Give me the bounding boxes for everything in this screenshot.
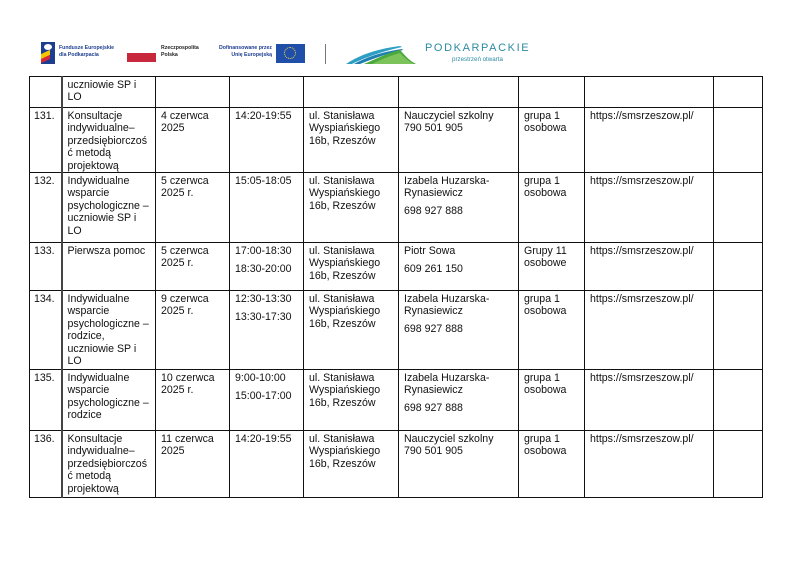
cell-website (585, 77, 714, 108)
cell-person (399, 370, 519, 431)
cell-place (304, 370, 399, 431)
cell-group (519, 77, 585, 108)
eu-line1: Dofinansowane przez (218, 45, 272, 51)
cell-date (156, 370, 230, 431)
header-logos (0, 0, 800, 72)
phone-number: 609 261 150 (404, 263, 463, 276)
cell-group (519, 173, 585, 243)
row-number: 131. (34, 110, 55, 122)
phone-number: 790 501 905 (404, 122, 463, 135)
website-link: https://smsrzeszow.pl/ (590, 372, 694, 385)
topic-text: Indywidualne wsparcie psychologiczne – rodzice (67, 372, 149, 422)
cell-extra (714, 77, 763, 108)
table-row (30, 431, 763, 498)
time-range: 17:00-18:30 (235, 245, 292, 258)
cell-group (519, 291, 585, 370)
cell-time (230, 370, 304, 431)
eu-flag-icon (276, 44, 305, 63)
cell-website (585, 173, 714, 243)
cell-extra (714, 243, 763, 291)
cell-person (399, 431, 519, 498)
cell-number (30, 431, 62, 498)
topic-text: Konsultacje indywidualne–przedsiębiorczoś ć metodą projektową (67, 433, 147, 495)
website-link: https://smsrzeszow.pl/ (590, 293, 694, 306)
topic-text: uczniowie SP i LO (67, 79, 137, 104)
time-range: 18:30-20:00 (235, 263, 292, 276)
cell-group (519, 243, 585, 291)
fe-star-icon (44, 44, 52, 50)
topic-text: Indywidualne wsparcie psychologiczne – uczniowie SP i LO (67, 175, 149, 237)
cell-group (519, 370, 585, 431)
cell-place (304, 291, 399, 370)
fundusze-europejskie-logo-text (59, 45, 114, 58)
time-range: 15:00-17:00 (235, 390, 292, 403)
date-text: 9 czerwca 2025 r. (161, 293, 209, 318)
cell-time (230, 77, 304, 108)
person-name: Izabela Huzarska-Rynasiewicz (404, 175, 490, 200)
phone-number: 698 927 888 (404, 322, 463, 335)
time-range: 14:20-19:55 (235, 433, 292, 446)
schedule-table (29, 76, 763, 498)
cell-number (30, 173, 62, 243)
person-name: Izabela Huzarska-Rynasiewicz (404, 372, 490, 397)
cell-number (30, 291, 62, 370)
rp-line1: Rzeczpospolita (161, 45, 199, 51)
place-text: ul. Stanisława Wyspiańskiego 16b, Rzeszów (309, 293, 381, 330)
date-text: 10 czerwca 2025 r. (161, 372, 215, 397)
cell-place (304, 431, 399, 498)
cell-website (585, 243, 714, 291)
person-name: Izabela Huzarska-Rynasiewicz (404, 293, 490, 318)
group-text: grupa 1 osobowa (524, 110, 567, 135)
group-text: grupa 1 osobowa (524, 175, 567, 200)
cell-person (399, 77, 519, 108)
table-row (30, 243, 763, 291)
cell-topic (62, 173, 156, 243)
polish-flag-icon (127, 53, 156, 62)
cell-number (30, 243, 62, 291)
logo-separator (325, 44, 326, 64)
website-link: https://smsrzeszow.pl/ (590, 175, 694, 188)
phone-number: 790 501 905 (404, 445, 463, 458)
fundusze-europejskie-logo-icon (41, 42, 55, 64)
podkarpackie-subtitle: przestrzeń otwarta (452, 56, 503, 63)
cell-time (230, 173, 304, 243)
place-text: ul. Stanisława Wyspiańskiego 16b, Rzeszów (309, 433, 381, 470)
cell-website (585, 108, 714, 173)
cell-place (304, 77, 399, 108)
cell-group (519, 431, 585, 498)
cell-website (585, 291, 714, 370)
time-range: 13:30-17:30 (235, 311, 292, 324)
phone-number: 698 927 888 (404, 204, 463, 217)
cell-extra (714, 431, 763, 498)
cell-number (30, 108, 62, 173)
topic-text: Pierwsza pomoc (67, 245, 146, 258)
date-text: 4 czerwca 2025 (161, 110, 209, 135)
person-name: Nauczyciel szkolny (404, 433, 494, 446)
cell-group (519, 108, 585, 173)
person-name: Nauczyciel szkolny (404, 110, 494, 122)
group-text: grupa 1 osobowa (524, 372, 567, 397)
podkarpackie-title: PODKARPACKIE (425, 42, 531, 54)
row-number: 132. (34, 175, 55, 188)
phone-number: 698 927 888 (404, 401, 463, 414)
cell-date (156, 243, 230, 291)
eu-funding-logo-text (218, 45, 272, 58)
row-number: 134. (34, 293, 55, 306)
cell-person (399, 243, 519, 291)
group-text: grupa 1 osobowa (524, 433, 567, 458)
cell-date (156, 108, 230, 173)
cell-website (585, 370, 714, 431)
table-row (30, 108, 763, 173)
cell-person (399, 291, 519, 370)
place-text: ul. Stanisława Wyspiańskiego 16b, Rzeszów (309, 372, 381, 409)
time-range: 12:30-13:30 (235, 293, 292, 306)
cell-topic (62, 77, 156, 108)
cell-time (230, 431, 304, 498)
row-number: 133. (34, 245, 55, 258)
row-number: 135. (34, 372, 55, 385)
website-link: https://smsrzeszow.pl/ (590, 433, 694, 446)
cell-topic (62, 108, 156, 173)
eu-stars-icon (284, 47, 296, 59)
cell-extra (714, 291, 763, 370)
cell-person (399, 173, 519, 243)
website-link: https://smsrzeszow.pl/ (590, 245, 694, 258)
table-row (30, 291, 763, 370)
fe-line1: Fundusze Europejskie (59, 45, 115, 51)
table-row (30, 77, 763, 108)
rp-line2: Polska (161, 51, 178, 58)
rzeczpospolita-logo-text (161, 45, 199, 58)
time-range: 9:00-10:00 (235, 372, 286, 385)
person-name: Piotr Sowa (404, 245, 456, 258)
topic-text: Indywidualne wsparcie psychologiczne – rodzice, uczniowie SP i LO (67, 293, 149, 368)
topic-text: Konsultacje indywidualne–przedsiębiorczoś ć metodą projektową (67, 110, 147, 172)
date-text: 5 czerwca 2025 r. (161, 245, 209, 270)
cell-time (230, 108, 304, 173)
cell-date (156, 77, 230, 108)
group-text: grupa 1 osobowa (524, 293, 567, 318)
date-text: 11 czerwca 2025 (161, 433, 214, 458)
cell-date (156, 431, 230, 498)
cell-place (304, 243, 399, 291)
website-link: https://smsrzeszow.pl/ (590, 110, 694, 122)
fe-line2: dla Podkarpacia (59, 51, 99, 58)
place-text: ul. Stanisława Wyspiańskiego 16b, Rzeszów (309, 110, 381, 147)
time-range: 14:20-19:55 (235, 110, 292, 122)
cell-extra (714, 173, 763, 243)
cell-date (156, 291, 230, 370)
cell-extra (714, 108, 763, 173)
cell-person (399, 108, 519, 173)
place-text: ul. Stanisława Wyspiańskiego 16b, Rzeszów (309, 175, 381, 212)
cell-website (585, 431, 714, 498)
cell-time (230, 291, 304, 370)
podkarpackie-swoosh-icon (344, 44, 416, 66)
cell-topic (62, 431, 156, 498)
table-row (30, 173, 763, 243)
cell-topic (62, 370, 156, 431)
cell-extra (714, 370, 763, 431)
row-number: 136. (34, 433, 55, 446)
cell-date (156, 173, 230, 243)
cell-place (304, 108, 399, 173)
group-text: Grupy 11 osobowe (524, 245, 567, 270)
table-row (30, 370, 763, 431)
cell-topic (62, 291, 156, 370)
cell-time (230, 243, 304, 291)
cell-topic (62, 243, 156, 291)
time-range: 15:05-18:05 (235, 175, 292, 188)
cell-number (30, 77, 62, 108)
cell-number (30, 370, 62, 431)
cell-place (304, 173, 399, 243)
date-text: 5 czerwca 2025 r. (161, 175, 209, 200)
eu-line2: Unię Europejską (231, 51, 272, 58)
place-text: ul. Stanisława Wyspiańskiego 16b, Rzeszów (309, 245, 381, 282)
